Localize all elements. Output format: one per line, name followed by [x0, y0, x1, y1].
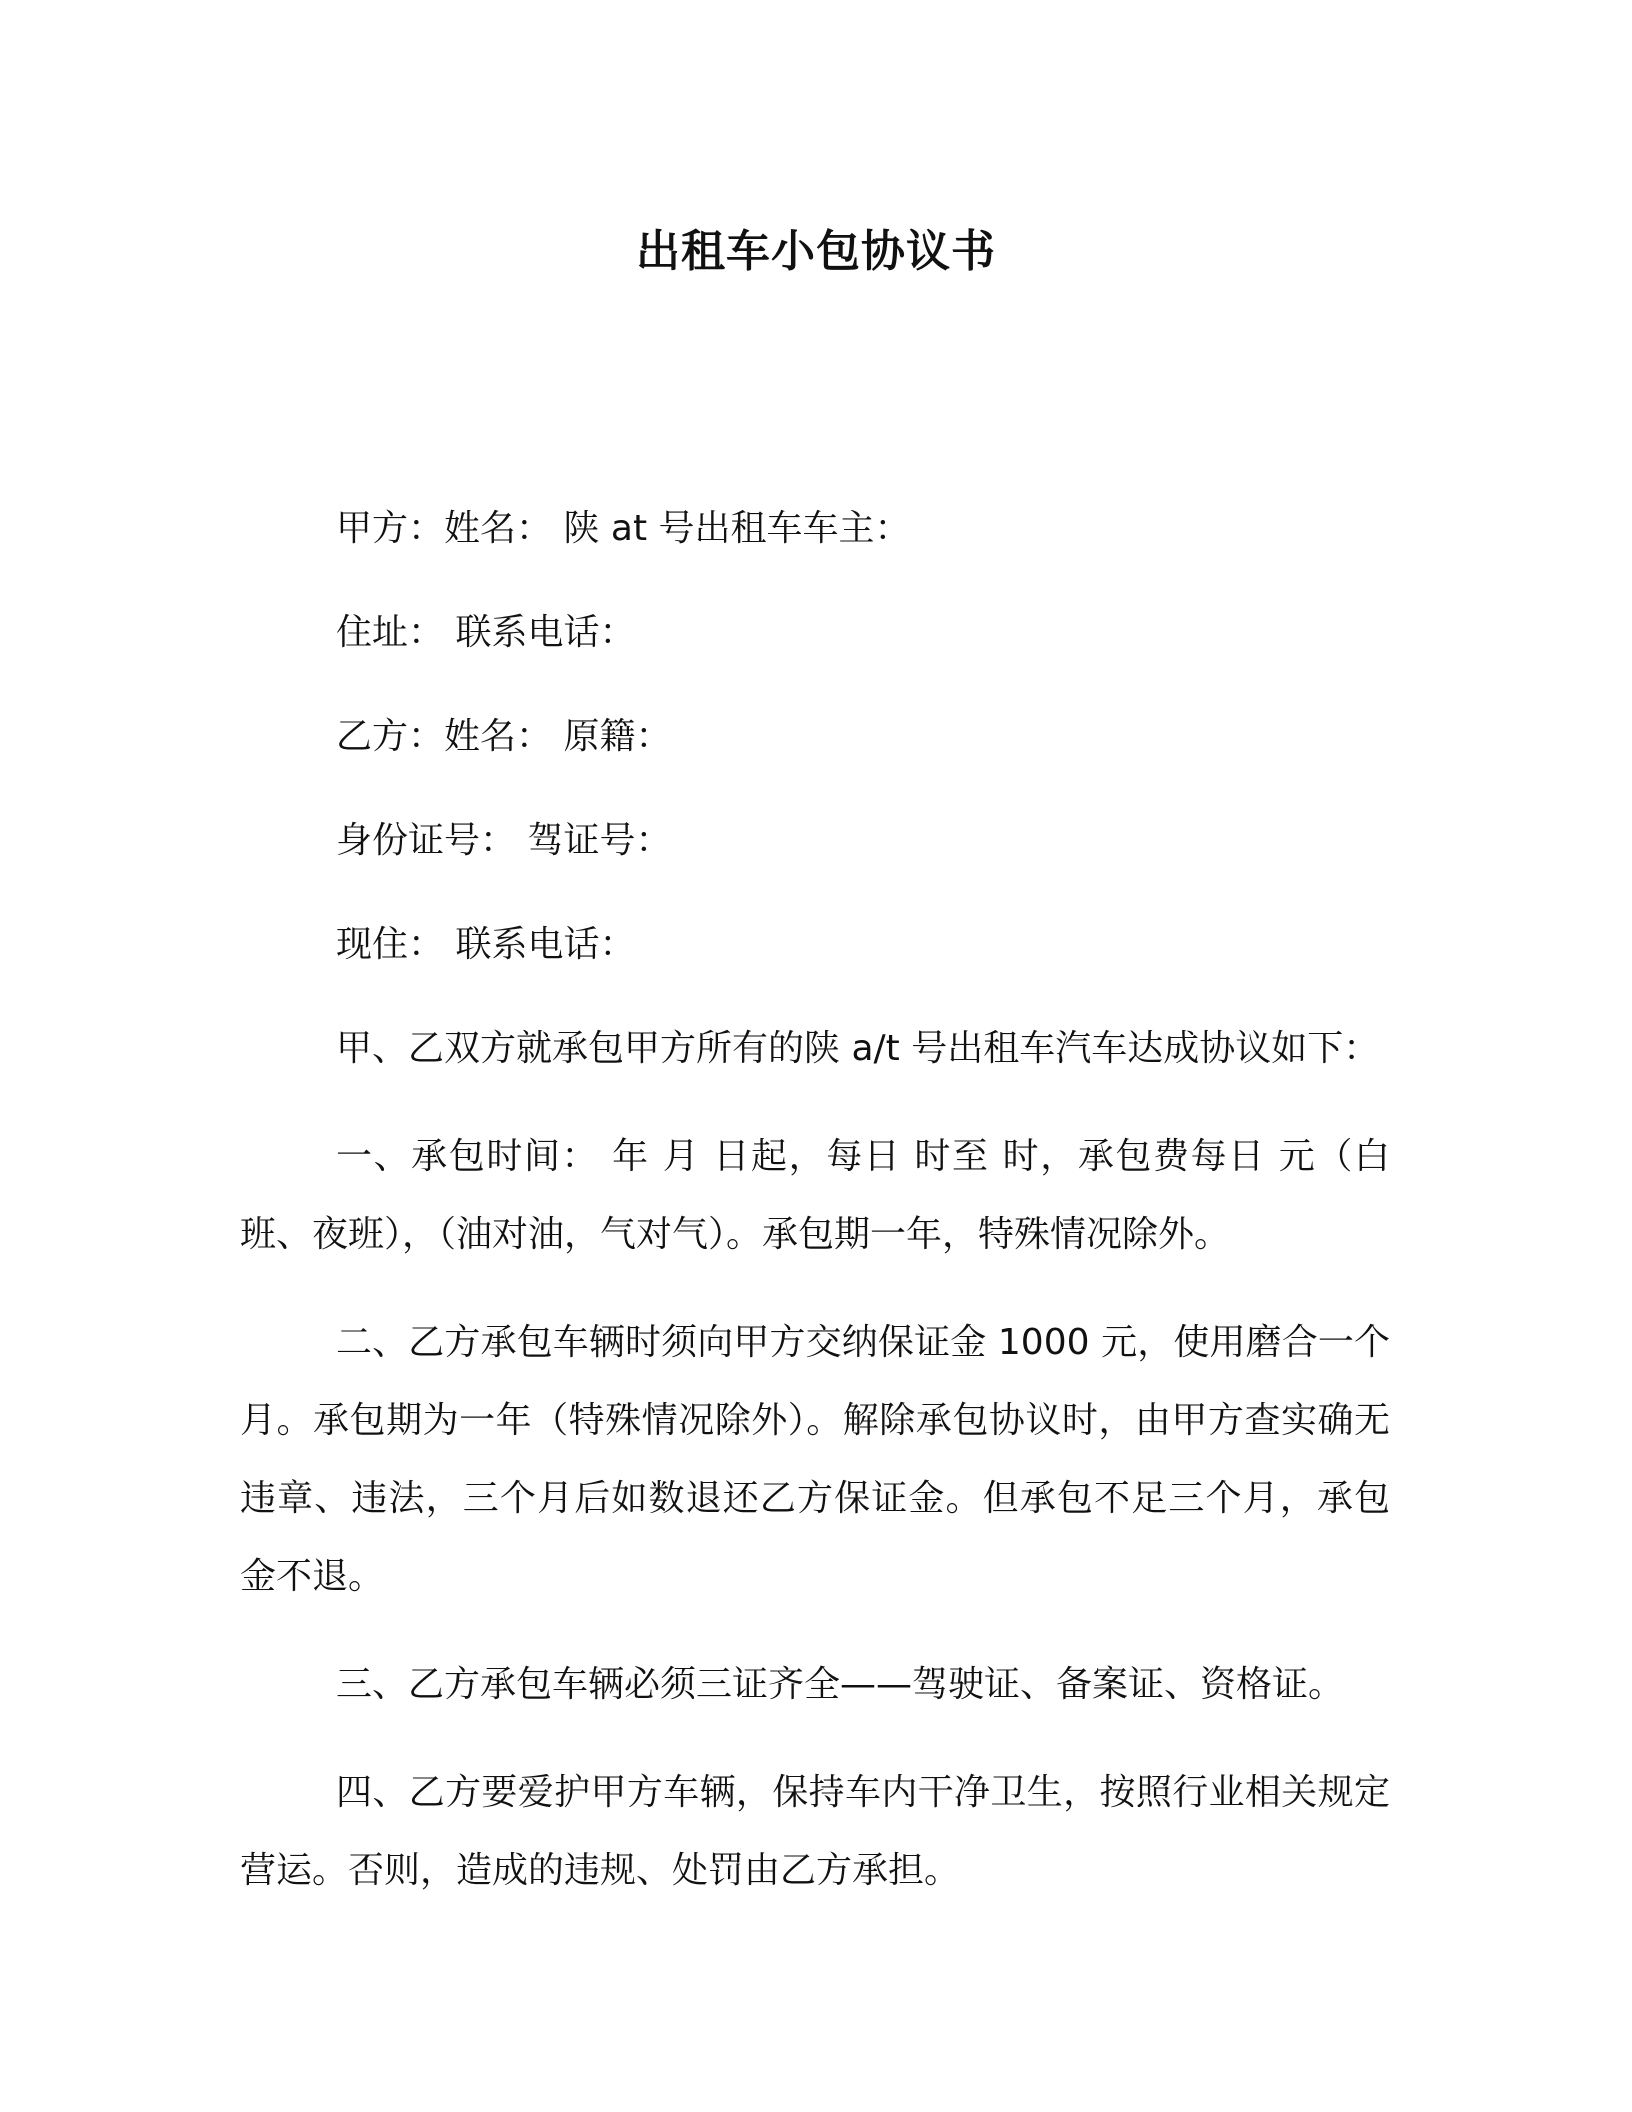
- document-body: [240, 490, 1390, 1940]
- agreement-intro: 甲、乙双方就承包甲方所有的陕 a/t 号出租车汽车达成协议如下：: [336, 1028, 1380, 1069]
- party-b-residence-line: 现住： 联系电话：: [336, 924, 636, 965]
- party-b-name-line: 乙方：姓名： 原籍：: [336, 716, 672, 757]
- clause-3: 三、乙方承包车辆必须三证齐全——驾驶证、备案证、资格证。: [336, 1664, 1345, 1705]
- document-title: 出租车小包协议书: [636, 226, 996, 277]
- party-a-name-line: 甲方：姓名： 陕 at 号出租车车主：: [336, 508, 911, 549]
- clause-2: 二、乙方承包车辆时须向甲方交纳保证金 1000 元，使用磨合一个月。承包期为一年（特殊情况除外）。解除承包协议时，由甲方查实确无违章、违法，三个月后如数退还乙方保证金。但承包不足三个月，承包金不退。: [240, 1322, 1390, 1597]
- clause-4: 四、乙方要爱护甲方车辆，保持车内干净卫生，按照行业相关规定营运。否则，造成的违规、处罚由乙方承担。: [240, 1772, 1390, 1891]
- clause-1: 一、承包时间： 年 月 日起，每日 时至 时，承包费每日 元（白班、夜班），（油对油，气对气）。承包期一年，特殊情况除外。: [240, 1136, 1390, 1255]
- party-a-address-line: 住址： 联系电话：: [336, 612, 636, 653]
- party-b-id-line: 身份证号： 驾证号：: [336, 820, 672, 861]
